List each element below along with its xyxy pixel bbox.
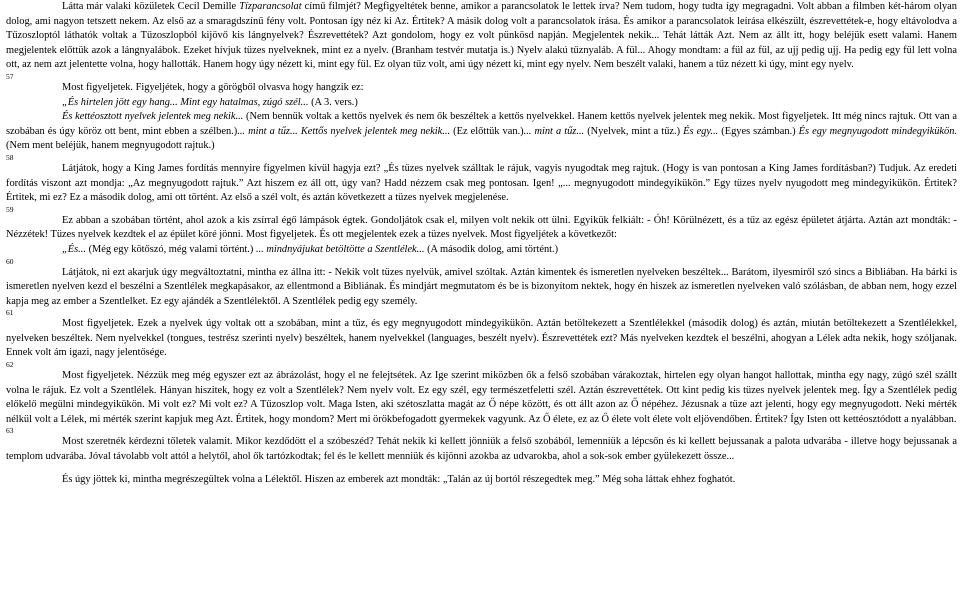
text-run: Látta már valaki közületek Cecil Demille <box>62 1 240 12</box>
paragraph-number: 58 <box>6 152 14 162</box>
paragraph <box>6 465 957 488</box>
text-run: című filmjét? Megfigyeltétek benne, amikor a parancsolatok le lettek írva? Nem tudom, hogy tudta így megragadni. Volt abban a filmben két-három olyan dolog, ami nagyon tetszett nekem. Az első az a smaragdszínű fény volt. Pontosan így néz ki Az. Értitek? A másik dolog volt a parancsolatok írása. És amikor a parancsolatok leírása elkészült, észrevettétek-e, hogy eltávolodva a Tűzoszloptól láthatók voltak a Tűzoszlopból kijövő kis lángnyelvek? Észrevettétek? Azt gondolom, hogy ez volt pünkösd napján. Megjelentek nekik... Tehát látták Azt. Nem az állt itt, hogy beléjük esett valami. Hanem megjelentek előttük azok a lángnyalábok. Ezeket hívjuk tüzes nyelveknek, mint ez a nyelv. (Branham testvér mutatja is.) Nyelv alakú tűznyaláb. A fül... Ahogy mondtam: a fül az fül, az ujj pedig ujj. Ha pedig egy fül lett volna ott, az nem azt jelentette volna, hogy hallották. Hanem hogy úgy nézett ki, mint egy fül. Ez olyan tűz volt, ami úgy nézett ki, mint egy nyelv. Nem beszélt valaki, hanem a tűz nézett ki úgy, mint egy nyelv. <box>6 1 957 71</box>
paragraph-number: 57 <box>6 71 14 81</box>
italic-text: És egy megnyugodott mindegyikükön. <box>798 125 957 137</box>
paragraph-number: 59 <box>6 204 14 214</box>
paragraph-number: 60 <box>6 256 14 266</box>
text-run: (A második dolog, ami történt.) <box>424 243 559 255</box>
italic-text: ... mint a tűz... Kettős nyelvek jelentek meg nekik... <box>237 125 451 137</box>
italic-text: „És hirtelen jött egy hang... Mint egy hatalmas, zúgó szél... <box>62 96 309 108</box>
paragraph <box>6 427 957 464</box>
text-run: (Ez előttük van.) <box>450 125 524 137</box>
paragraph <box>6 73 957 96</box>
paragraph <box>6 206 957 243</box>
italic-text: Tízparancsolat <box>239 1 302 12</box>
paragraph <box>6 309 957 361</box>
paragraph <box>6 361 957 427</box>
paragraph-number: 61 <box>6 308 14 318</box>
text-run: Most figyeljetek. Figyeljétek, hogy a görögből olvasva hogy hangzik ez: <box>62 81 364 93</box>
text-run: Látjátok, hogy a King James fordítás mennyire figyelmen kívül hagyja ezt? „És tüzes nyelvek szálltak le rájuk, vagyis nyugodtak meg rajtuk. (Hogy is van pontosan a King James fordításban?) Tudjuk. Az eredeti fordítás viszont azt mondja: „Az megnyugodott rajtuk.” Azt hiszem ez áll ott, úgy van? Hadd nézzem csak meg pontosan. Igen! „... megnyugodott mindegyikükön.” Egy tüzes nyelv nyugodott meg mindegyikükön. Értitek? Értitek, mi ez? Ez a második dolog, ami ott történt. Az első a szél volt, és aztán következett a tüzes nyelvek megjelenése. <box>6 162 957 204</box>
paragraph <box>6 258 957 310</box>
paragraph-number: 63 <box>6 426 14 436</box>
paragraph <box>6 0 957 73</box>
text-run: (Nyelvek, mint a tűz.) <box>584 125 684 137</box>
paragraph-number: 62 <box>6 360 14 370</box>
text-run: Most figyeljetek. Nézzük meg még egyszer ezt az ábrázolást, hogy el ne felejtsétek. Az Ige szerint miközben ők a felső szobában várakoztak, hirtelen egy olyan hangot hallottak, mintha egy nagy, zúgó szél szállt volna le rájuk. Ez volt a Szentlélek. Hányan hiszitek, hogy ez volt a Szentlélek? Nem nyelv volt. Ez egy szél, egy természetfeletti szél. Aztán észrevettétek. Ott kint pedig kis tüzes nyelvek jelentek meg. Így a Szentlélek pedig előkelő megülni mindegyikükön. Mi volt ez? Mi volt ez? A Tűzoszlop volt. Maga Isten, aki szétoszlatta magát az Ő népe között, és ott állt azon az Ő népéhez. Jézusnak a tüze azt jelenti, hogy egy megnyugodott. Neki mérték nélkül volt a Lélek, mi mérték szerint kapjuk meg Azt. Értitek, hogy mondom? Mert mi örökbefogadott gyermekek vagyunk. Az Ő élete, ez az Ő élete volt élete volt eljövendőben. Értitek? Így Isten ott kettéosztódott a nyalábban. <box>6 370 957 425</box>
text-run: Most figyeljetek. Ezek a nyelvek úgy voltak ott a szobában, mint a tűz, és egy megnyugodott mindegyikükön. Aztán betöltekezett a Szentlélekkel (második dolog) és aztán, miután betöltekezett a Szentlélekkel, nyelveken beszéltek. Nem nyelvekkel (tongues, testrész szerinti nyelv) beszéltek, hanem nyelvekkel (languages, beszélt nyelv). Észrevettétek ezt? Más nyelveken kezdtek el beszélni, ahogyan a Lélek adta nekik, hogy szóljanak. Ennek volt ám igazi, nagy jelentősége. <box>6 318 957 359</box>
text-run: (Még egy kötőszó, még valami történt.) <box>85 243 256 255</box>
text-run: Most szeretnék kérdezni tőletek valamit. Mikor kezdődött el a szóbeszéd? Tehát nekik ki kellett jönniük a felső szobából, lemenniük a lépcsőn és ki kellett bejussanak a palota udvarába - illetve hogy bejussanak a templom udvarába. Jóval távolabb volt attól a helytől, ahol ők tartózkodtak; fel és le kellett menniük és kijönni azokba az udvarokba, ahol a sok-sok ember gyülekezett össze... <box>6 436 957 463</box>
italic-text: És kettéosztott nyelvek jelentek meg nekik... <box>62 111 244 123</box>
text-run: (Nem bennük voltak a kettős nyelvek és nem ők beszéltek a kettős nyelvekkel. Hanem kettős nyelvek jelentek meg nekik. Most figyeljetek. Itt még nincs rajtuk. Ott van a szobában és úgy köröz ott bent, mint ebben a szélben.) <box>6 111 957 137</box>
italic-text: ... mint a tűz... <box>523 125 585 137</box>
italic-text: ... mindnyájukat betöltötte a Szentlélek... <box>255 243 425 255</box>
text-run: (Egyes számban.) <box>718 125 799 137</box>
quote-line <box>6 110 957 154</box>
paragraph <box>6 154 957 206</box>
text-run: Ez abban a szobában történt, ahol azok a kis zsírral égő lámpások égtek. Gondoljátok csak el, milyen volt nekik ott ülni. Egyikük felkiált: - Óh! Körülnézett, és a tűz az egész épületet átjárta. Aztán azt mondták: - Nézzétek! Tüzes nyelvek kezdtek el az épület köré jönni. Most figyeljetek. És ott megjelentek ezek a tüzes nyelvek. Most figyeljétek a következőt: <box>6 214 957 241</box>
text-run: És úgy jöttek ki, mintha megrészegültek volna a Lélektől. Hiszen az emberek azt mondták: „Talán az új bortól részegedtek meg.” Még soha láttak ehhez foghatót. <box>62 473 736 485</box>
quote-line <box>6 96 957 111</box>
italic-text: És egy... <box>683 125 719 137</box>
text-run: (A 3. vers.) <box>308 96 358 108</box>
italic-text: „És... <box>62 243 86 255</box>
text-run: (Nem ment beléjük, hanem megnyugodott rajtuk.) <box>6 140 215 152</box>
text-run: Látjátok, ni ezt akarjuk úgy megváltoztatni, mintha ez állna itt: - Nekik volt tüzes nyelvük, amivel szóltak. Aztán kimentek és ismeretlen nyelveken beszéltek... Barátom, ilyesmiről szó sincs a Bibliában. Ha bárki is ismeretlen nyelven kezd el beszélni a Szentlélek megkapásakor, az ellentmond a Bibliának. És mindjárt megmutatom és be is bizonyítom nektek, hogy én hiszek az ismeretlen nyelveken való szólásban, de abban nem, hogy ezzel kapja meg az ember a Szentlelket. Ez egy ajándék a Szentlélektől. A Szentlélek pedig egy személy. <box>6 266 957 307</box>
quote-line <box>6 243 957 258</box>
paragraph-number <box>6 0 14 1</box>
